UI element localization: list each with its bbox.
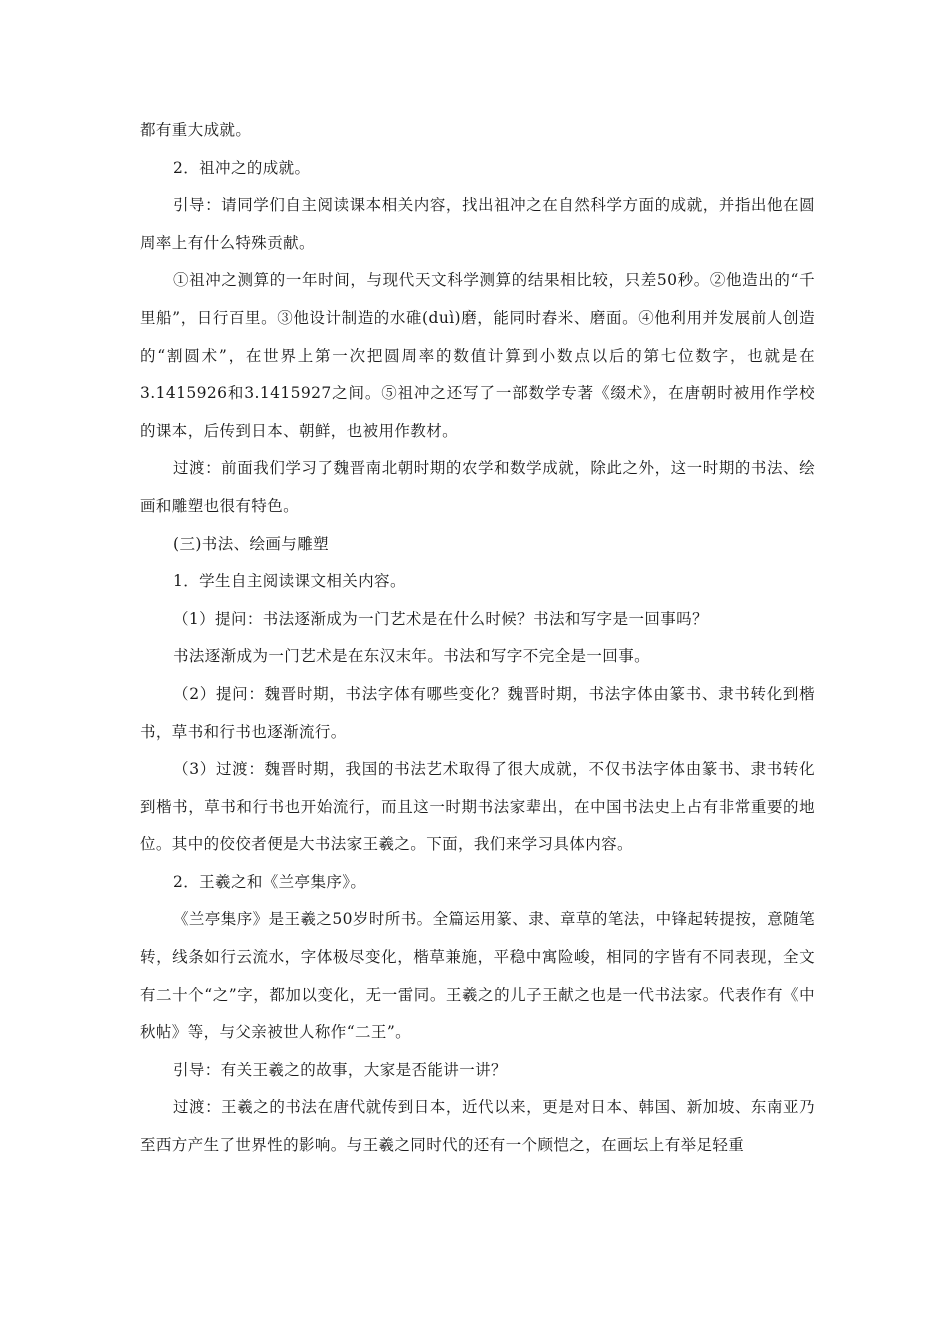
paragraph-guide-stories: 引导：有关王羲之的故事，大家是否能讲一讲？ xyxy=(173,1060,507,1079)
heading-zuchongzhi-achievements: 2．祖冲之的成就。 xyxy=(173,158,311,177)
heading-wangxizhi-lanting: 2．王羲之和《兰亭集序》。 xyxy=(173,872,367,891)
paragraph-lanting-description: 《兰亭集序》是王羲之50岁时所书。全篇运用篆、隶、章草的笔法，中锋起转提按，意随笔转，线条如行云流水，字体极尽变化，楷草兼施，平稳中寓险峻，相同的字皆有不同表现，全文有二十个“之”字，都加以变化，无一雷同。王羲之的儿子王献之也是一代书法家。代表作有《中秋帖》等，与父亲被世人称作“二王”。 xyxy=(140,910,815,1042)
heading-calligraphy-painting-sculpture: (三)书法、绘画与雕塑 xyxy=(173,534,329,553)
paragraph-answer-1: 书法逐渐成为一门艺术是在东汉末年。书法和写字不完全是一回事。 xyxy=(173,647,651,666)
paragraph-question-2: （2）提问：魏晋时期，书法字体有哪些变化？魏晋时期，书法字体由篆书、隶书转化到楷书，草书和行书也逐渐流行。 xyxy=(140,684,815,741)
paragraph-transition-3: （3）过渡：魏晋时期，我国的书法艺术取得了很大成就，不仅书法字体由篆书、隶书转化到楷书，草书和行书也开始流行，而且这一时期书法家辈出，在中国书法史上占有非常重要的地位。其中的佼佼者便是大书法家王羲之。下面，我们来学习具体内容。 xyxy=(140,760,815,854)
paragraph-transition-influence: 过渡：王羲之的书法在唐代就传到日本，近代以来，更是对日本、韩国、新加坡、东南亚乃至西方产生了世界性的影响。与王羲之同时代的还有一个顾恺之，在画坛上有举足轻重 xyxy=(140,1098,815,1155)
paragraph-zuchongzhi-list: ①祖冲之测算的一年时间，与现代天文科学测算的结果相比较，只差50秒。②他造出的“千里船”，日行百里。③他设计制造的水碓(duì)磨，能同时舂米、磨面。④他利用并发展前人创造的“割圆术”，在世界上第一次把圆周率的数值计算到小数点以后的第七位数字，也就是在3.1415926和3.1415927之间。⑤祖冲之还写了一部数学专著《缀术》，在唐朝时被用作学校的课本，后传到日本、朝鲜，也被用作教材。 xyxy=(140,271,815,440)
paragraph-continuation: 都有重大成就。 xyxy=(140,121,252,139)
paragraph-guide-reading: 引导：请同学们自主阅读课本相关内容，找出祖冲之在自然科学方面的成就，并指出他在圆周率上有什么特殊贡献。 xyxy=(140,196,815,252)
document-page xyxy=(140,112,815,1165)
paragraph-question-1: （1）提问：书法逐渐成为一门艺术是在什么时候？书法和写字是一回事吗？ xyxy=(173,609,708,628)
paragraph-transition-arts: 过渡：前面我们学习了魏晋南北朝时期的农学和数学成就，除此之外，这一时期的书法、绘画和雕塑也很有特色。 xyxy=(140,459,815,515)
heading-student-reading: 1．学生自主阅读课文相关内容。 xyxy=(173,572,406,591)
